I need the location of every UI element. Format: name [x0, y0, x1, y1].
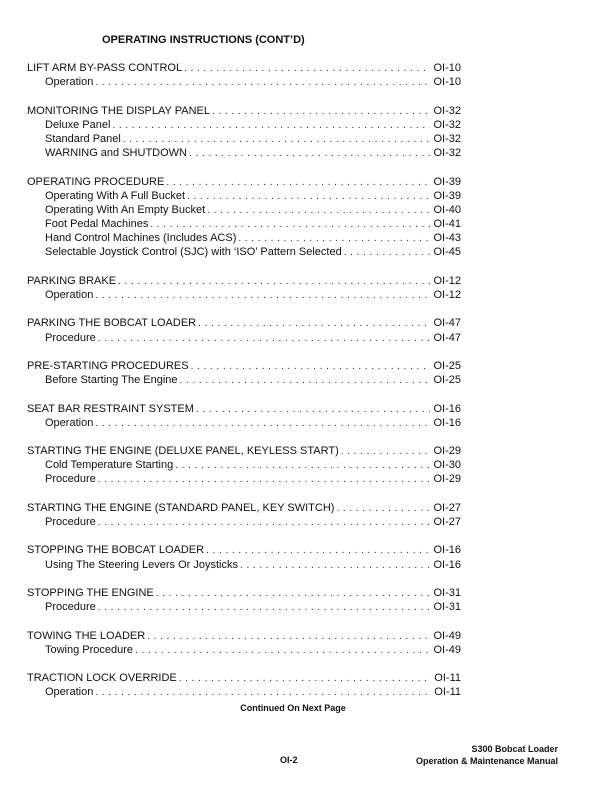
toc-subentry[interactable] — [27, 189, 461, 203]
toc-page-number: OI-45 — [433, 246, 461, 259]
toc-subentry-label: Operation — [45, 686, 94, 699]
dot-leader — [166, 176, 430, 190]
dot-leader — [191, 360, 431, 374]
dot-leader — [95, 289, 430, 303]
toc-subentry-label: Operating With An Empty Bucket — [45, 203, 206, 216]
toc-entry[interactable] — [27, 586, 461, 600]
footer-page-number: OI-2 — [280, 755, 298, 765]
toc-subentry[interactable] — [27, 416, 461, 430]
dot-leader — [95, 686, 431, 700]
toc-subentry[interactable] — [27, 203, 461, 217]
toc-section — [27, 359, 461, 387]
toc-subentry-label: Foot Pedal Machines — [45, 218, 149, 231]
toc-subentry-label: Before Starting The Engine — [45, 374, 178, 387]
dot-leader — [206, 544, 430, 558]
toc-entry[interactable] — [27, 671, 461, 685]
toc-subentry[interactable] — [27, 146, 461, 160]
dot-leader — [98, 473, 431, 487]
toc-page-number: OI-29 — [433, 445, 461, 458]
toc-entry-label: LIFT ARM BY-PASS CONTROL — [27, 62, 183, 74]
toc-page-number: OI-25 — [433, 374, 461, 387]
toc-entry[interactable] — [27, 402, 461, 416]
dot-leader — [98, 601, 431, 615]
toc-section — [27, 104, 461, 161]
toc-entry-label: TOWING THE LOADER — [27, 629, 146, 642]
toc-page-number: OI-10 — [433, 62, 461, 74]
toc-page-number: OI-29 — [433, 473, 461, 486]
toc-page-number: OI-40 — [433, 203, 461, 216]
dot-leader — [118, 275, 430, 289]
toc-subentry[interactable] — [27, 472, 461, 486]
toc-entry-label: PRE-STARTING PROCEDURES — [27, 359, 189, 372]
toc-page-number: OI-10 — [433, 76, 461, 89]
toc-subentry-label: Cold Temperature Starting — [45, 459, 174, 472]
toc-page-number: OI-47 — [433, 317, 461, 330]
dot-leader — [135, 644, 430, 658]
toc-subentry[interactable] — [27, 331, 461, 345]
dot-leader — [150, 218, 430, 232]
toc-page-number: OI-30 — [433, 459, 461, 472]
toc-entry-label: PARKING THE BOBCAT LOADER — [27, 317, 197, 330]
toc-subentry[interactable] — [27, 217, 461, 231]
toc-section — [27, 175, 461, 260]
toc-subentry-label: Deluxe Panel — [45, 118, 111, 131]
toc-entry[interactable] — [27, 61, 461, 75]
page-title: OPERATING INSTRUCTIONS (CONT’D) — [102, 34, 305, 46]
toc-subentry[interactable] — [27, 685, 461, 699]
toc-page-number: OI-32 — [433, 132, 461, 145]
toc-subentry-label: WARNING and SHUTDOWN — [45, 147, 187, 160]
toc-section — [27, 629, 461, 657]
dot-leader — [212, 105, 431, 119]
dot-leader — [175, 459, 430, 473]
dot-leader — [95, 417, 430, 431]
toc-page-number: OI-31 — [433, 586, 461, 599]
toc-entry-label: STARTING THE ENGINE (DELUXE PANEL, KEYLESS START) — [27, 445, 339, 458]
toc-subentry[interactable] — [27, 558, 461, 572]
toc-entry-label: SEAT BAR RESTRAINT SYSTEM — [27, 402, 194, 415]
toc-page-number: OI-27 — [433, 516, 461, 528]
toc-section — [27, 274, 461, 302]
toc-subentry[interactable] — [27, 373, 461, 387]
toc-page-number: OI-16 — [433, 558, 461, 571]
toc-entry[interactable] — [27, 543, 461, 557]
toc-subentry-label: Selectable Joystick Control (SJC) with ‘ISO’ Pattern Selected — [45, 246, 342, 259]
toc-subentry[interactable] — [27, 288, 461, 302]
dot-leader — [207, 204, 430, 218]
dot-leader — [184, 62, 430, 76]
dot-leader — [180, 374, 431, 388]
toc-section — [27, 316, 461, 344]
toc-section — [27, 402, 461, 430]
toc-entry-label: PARKING BRAKE — [27, 274, 117, 287]
toc-subentry[interactable] — [27, 132, 461, 146]
toc-subentry-label: Procedure — [45, 331, 96, 344]
toc-page-number: OI-39 — [433, 175, 461, 188]
toc-section — [27, 543, 461, 571]
toc-subentry-label: Operation — [45, 289, 94, 301]
toc-entry[interactable] — [27, 501, 461, 515]
footer-manual-line2: Operation & Maintenance Manual — [415, 756, 558, 766]
toc-subentry-label: Operation — [45, 76, 94, 89]
toc-page-number: OI-32 — [433, 118, 461, 131]
toc-page-number: OI-41 — [433, 218, 461, 231]
toc-subentry-label: Using The Steering Levers Or Joysticks — [45, 558, 238, 571]
dot-leader — [187, 190, 430, 204]
toc-subentry[interactable] — [27, 245, 461, 259]
toc-entry[interactable] — [27, 316, 461, 330]
toc-entry-label: OPERATING PROCEDURE — [27, 175, 165, 188]
toc-section — [27, 671, 461, 699]
dot-leader — [238, 232, 430, 246]
toc-subentry[interactable] — [27, 75, 461, 89]
toc-section — [27, 501, 461, 529]
toc-entry[interactable] — [27, 175, 461, 189]
toc-page-number: OI-11 — [434, 672, 461, 685]
toc-entry[interactable] — [27, 444, 461, 458]
toc-subentry-label: Procedure — [45, 516, 96, 528]
toc-subentry-label: Operating With A Full Bucket — [45, 189, 186, 202]
toc-entry-label: MONITORING THE DISPLAY PANEL — [27, 104, 210, 117]
dot-leader — [112, 119, 430, 133]
toc-page-number: OI-49 — [433, 643, 461, 656]
toc-page-number: OI-16 — [433, 544, 461, 557]
dot-leader — [123, 133, 431, 147]
toc-subentry-label: Towing Procedure — [45, 643, 134, 656]
dot-leader — [95, 76, 430, 90]
continued-note: Continued On Next Page — [240, 703, 346, 713]
dot-leader — [198, 317, 430, 331]
dot-leader — [147, 630, 430, 644]
toc-subentry-label: Procedure — [45, 601, 96, 614]
toc-page-number: OI-25 — [433, 359, 461, 372]
toc-subentry[interactable] — [27, 643, 461, 657]
dot-leader — [179, 672, 432, 686]
toc-entry-label: STOPPING THE BOBCAT LOADER — [27, 544, 205, 557]
toc-entry[interactable] — [27, 629, 461, 643]
toc-page-number: OI-32 — [433, 104, 461, 117]
dot-leader — [341, 445, 431, 459]
toc-subentry[interactable] — [27, 118, 461, 132]
toc-section — [27, 586, 461, 614]
dot-leader — [98, 516, 431, 530]
dot-leader — [240, 559, 431, 573]
table-of-contents — [27, 61, 461, 714]
dot-leader — [344, 246, 431, 260]
toc-page-number: OI-12 — [433, 289, 461, 301]
toc-subentry-label: Procedure — [45, 473, 96, 486]
toc-page-number: OI-27 — [433, 501, 461, 514]
dot-leader — [196, 403, 431, 417]
toc-page-number: OI-31 — [433, 601, 461, 614]
toc-page-number: OI-39 — [433, 189, 461, 202]
toc-subentry[interactable] — [27, 458, 461, 472]
toc-page-number: OI-43 — [433, 232, 461, 245]
toc-subentry[interactable] — [27, 600, 461, 614]
toc-page-number: OI-32 — [433, 147, 461, 160]
toc-page-number: OI-11 — [434, 686, 461, 699]
toc-entry-label: STARTING THE ENGINE (STANDARD PANEL, KEY SWITCH) — [27, 501, 335, 514]
toc-entry-label: STOPPING THE ENGINE — [27, 586, 154, 599]
toc-subentry[interactable] — [27, 231, 461, 245]
dot-leader — [98, 332, 431, 346]
toc-subentry-label: Operation — [45, 416, 94, 429]
dot-leader — [156, 587, 431, 601]
toc-entry[interactable] — [27, 104, 461, 118]
toc-page-number: OI-16 — [433, 416, 461, 429]
toc-entry[interactable] — [27, 359, 461, 373]
toc-page-number: OI-12 — [433, 274, 461, 287]
dot-leader — [336, 502, 430, 516]
footer-manual-title — [416, 743, 558, 767]
toc-page-number: OI-47 — [433, 331, 461, 344]
toc-subentry-label: Standard Panel — [45, 132, 121, 145]
footer-manual-line1: S300 Bobcat Loader — [471, 744, 558, 754]
toc-page-number: OI-16 — [433, 402, 461, 415]
toc-section — [27, 61, 461, 89]
toc-entry[interactable] — [27, 274, 461, 288]
toc-page-number: OI-49 — [433, 629, 461, 642]
toc-section — [27, 444, 461, 487]
toc-entry-label: TRACTION LOCK OVERRIDE — [27, 672, 177, 685]
toc-subentry[interactable] — [27, 515, 461, 529]
dot-leader — [189, 147, 430, 161]
toc-subentry-label: Hand Control Machines (Includes ACS) — [45, 232, 237, 245]
